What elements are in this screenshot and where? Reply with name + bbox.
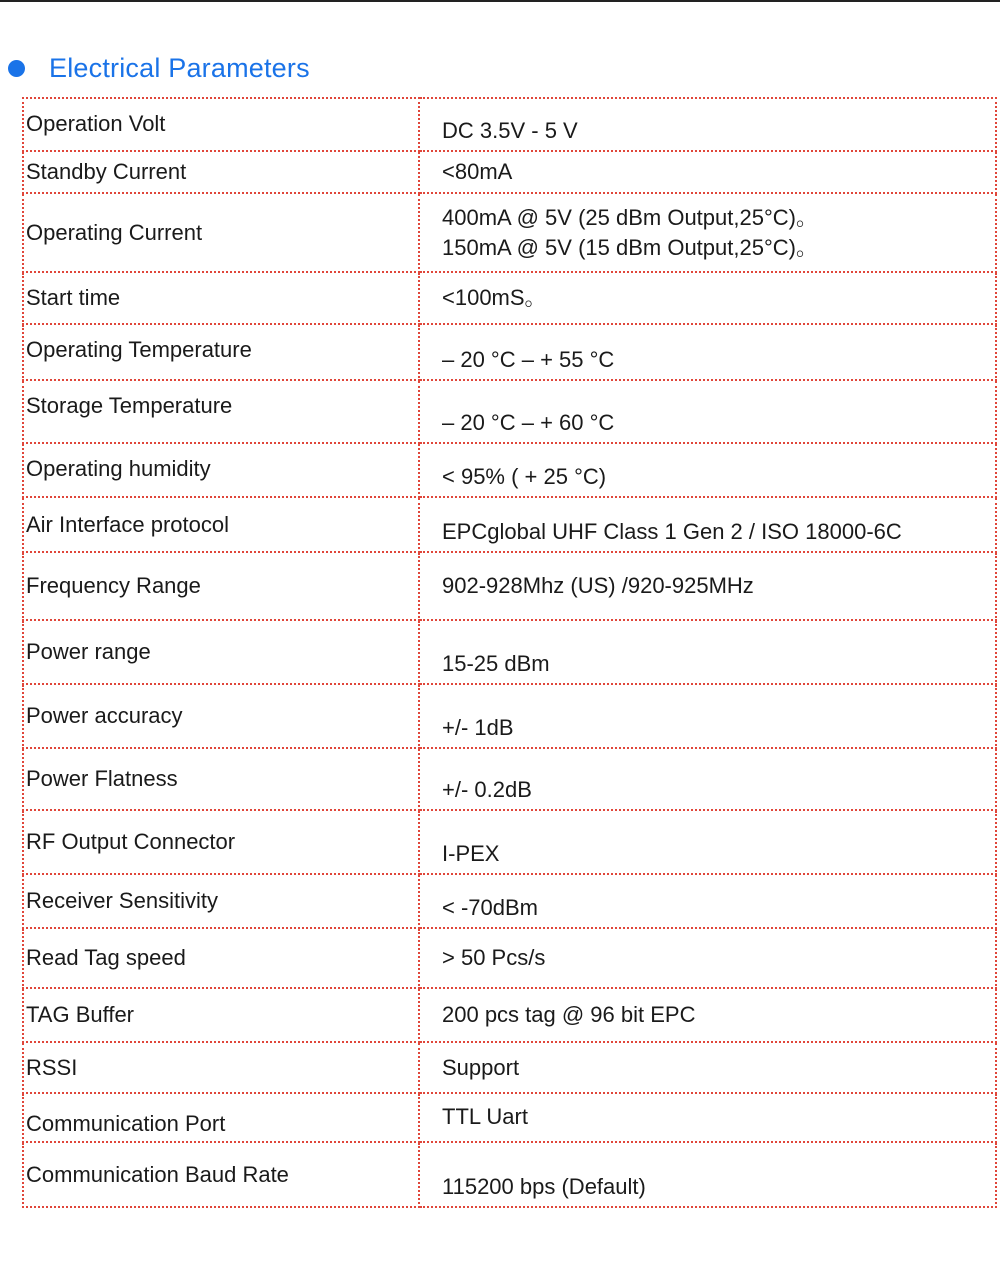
parameter-value-line: TTL Uart bbox=[442, 1104, 528, 1129]
parameter-value bbox=[419, 1093, 996, 1142]
parameter-value-line: 15-25 dBm bbox=[442, 651, 550, 676]
parameter-label: Start time bbox=[23, 272, 419, 324]
parameter-value-line: 150mA @ 5V (15 dBm Output,25°C)。 bbox=[442, 234, 818, 260]
table-row bbox=[23, 193, 996, 272]
table-row bbox=[23, 443, 996, 497]
parameter-value bbox=[419, 988, 996, 1042]
parameter-label: Storage Temperature bbox=[23, 380, 419, 443]
parameter-value bbox=[419, 1142, 996, 1207]
parameter-value-line: < -70dBm bbox=[442, 895, 538, 920]
parameter-value bbox=[419, 552, 996, 620]
bullet-icon bbox=[8, 60, 25, 77]
parameter-value bbox=[419, 193, 996, 272]
parameter-value-line: 400mA @ 5V (25 dBm Output,25°C)。 bbox=[442, 204, 818, 230]
parameter-value bbox=[419, 874, 996, 928]
table-row bbox=[23, 272, 996, 324]
parameter-label: RF Output Connector bbox=[23, 810, 419, 874]
parameter-value-line: > 50 Pcs/s bbox=[442, 945, 546, 970]
parameter-value bbox=[419, 151, 996, 193]
parameter-label: Operating Current bbox=[23, 193, 419, 272]
table-row bbox=[23, 497, 996, 552]
table-row bbox=[23, 1142, 996, 1207]
parameter-value bbox=[419, 1042, 996, 1093]
parameter-label: Air Interface protocol bbox=[23, 497, 419, 552]
table-row bbox=[23, 151, 996, 193]
parameter-value bbox=[419, 620, 996, 684]
parameter-label: Frequency Range bbox=[23, 552, 419, 620]
parameter-value bbox=[419, 98, 996, 151]
section-header bbox=[8, 48, 310, 88]
parameter-value bbox=[419, 443, 996, 497]
section-title: Electrical Parameters bbox=[49, 52, 310, 83]
parameter-label: Communication Port bbox=[23, 1093, 419, 1142]
parameter-value bbox=[419, 748, 996, 810]
table-row bbox=[23, 552, 996, 620]
electrical-parameters-table bbox=[22, 97, 997, 1208]
parameter-label: Communication Baud Rate bbox=[23, 1142, 419, 1207]
parameter-label: Receiver Sensitivity bbox=[23, 874, 419, 928]
table-row bbox=[23, 620, 996, 684]
parameter-label: TAG Buffer bbox=[23, 988, 419, 1042]
parameter-label: Operating Temperature bbox=[23, 324, 419, 380]
parameter-label: RSSI bbox=[23, 1042, 419, 1093]
parameter-value-line: – 20 °C – + 60 °C bbox=[442, 410, 615, 435]
parameter-value-line: Support bbox=[442, 1054, 520, 1080]
parameter-value-line: +/- 0.2dB bbox=[442, 777, 532, 802]
table-row bbox=[23, 684, 996, 748]
parameter-value-line: < 95% ( + 25 °C) bbox=[442, 464, 607, 489]
parameter-value-line: <100mS。 bbox=[442, 285, 547, 310]
table-row bbox=[23, 1093, 996, 1142]
table-row bbox=[23, 98, 996, 151]
parameter-value-line: DC 3.5V - 5 V bbox=[442, 118, 578, 143]
parameter-value-line: 200 pcs tag @ 96 bit EPC bbox=[442, 1002, 696, 1027]
table-row bbox=[23, 988, 996, 1042]
parameter-label: Standby Current bbox=[23, 151, 419, 193]
parameter-label: Operation Volt bbox=[23, 98, 419, 151]
parameter-label: Read Tag speed bbox=[23, 928, 419, 988]
parameter-label: Operating humidity bbox=[23, 443, 419, 497]
parameter-label: Power range bbox=[23, 620, 419, 684]
table-row bbox=[23, 1042, 996, 1093]
parameter-value bbox=[419, 810, 996, 874]
parameter-value-line: – 20 °C – + 55 °C bbox=[442, 347, 615, 372]
parameter-value-line: <80mA bbox=[442, 159, 513, 184]
parameter-value-line: I-PEX bbox=[442, 841, 500, 866]
table-row bbox=[23, 748, 996, 810]
parameter-label: Power accuracy bbox=[23, 684, 419, 748]
parameter-value bbox=[419, 497, 996, 552]
parameter-value-line: 902-928Mhz (US) /920-925MHz bbox=[442, 573, 754, 598]
parameter-value-line: +/- 1dB bbox=[442, 715, 514, 740]
table-row bbox=[23, 380, 996, 443]
parameter-value bbox=[419, 380, 996, 443]
parameter-value bbox=[419, 324, 996, 380]
table-row bbox=[23, 324, 996, 380]
parameter-value-line: 115200 bps (Default) bbox=[442, 1174, 646, 1199]
table-row bbox=[23, 874, 996, 928]
parameter-value bbox=[419, 684, 996, 748]
parameter-value-line: EPCglobal UHF Class 1 Gen 2 / ISO 18000-6C bbox=[442, 519, 902, 544]
top-divider bbox=[0, 0, 1000, 2]
parameter-value bbox=[419, 272, 996, 324]
parameter-value bbox=[419, 928, 996, 988]
table-row bbox=[23, 928, 996, 988]
table-row bbox=[23, 810, 996, 874]
parameter-label: Power Flatness bbox=[23, 748, 419, 810]
